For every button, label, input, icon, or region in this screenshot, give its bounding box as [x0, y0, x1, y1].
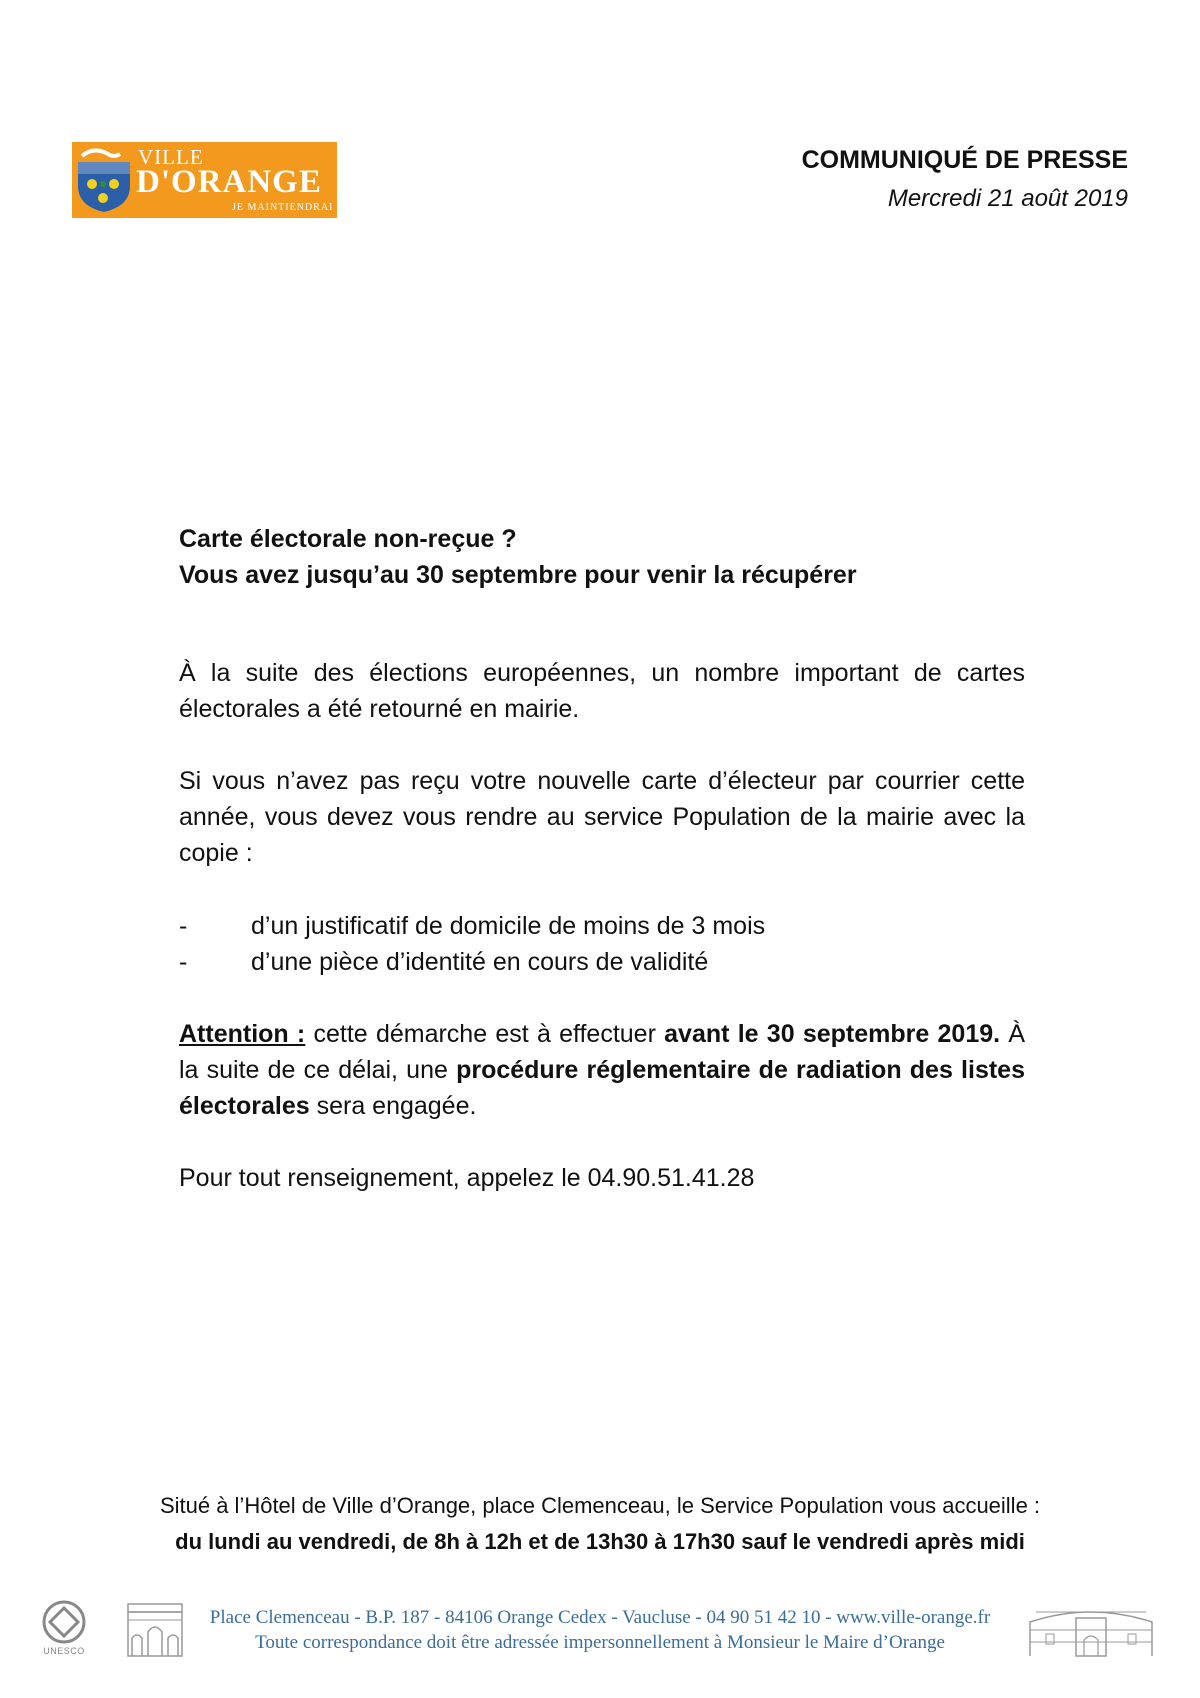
- document-date: Mercredi 21 août 2019: [887, 185, 1128, 212]
- required-documents-list: [179, 908, 1025, 980]
- document-header: [802, 146, 1128, 213]
- paragraph-contact: Pour tout renseignement, appelez le 04.90.51.41.28: [179, 1164, 755, 1192]
- logo-motto: JE MAINTIENDRAI: [232, 202, 334, 213]
- press-release-body: [179, 521, 1025, 1196]
- ville-dorange-logo: [72, 142, 337, 218]
- list-item-text: d’une pièce d’identité en cours de validité: [251, 948, 709, 976]
- hours-line-1: Situé à l’Hôtel de Ville d’Orange, place Clemenceau, le Service Population vous accueille :: [159, 1493, 1041, 1518]
- list-dash: -: [179, 912, 188, 940]
- list-dash: -: [179, 948, 188, 976]
- attention-deadline: avant le 30 septembre 2019.: [664, 1020, 1001, 1048]
- list-item: [179, 944, 1025, 980]
- hours-line-2: du lundi au vendredi, de 8h à 12h et de 13h30 à 17h30 sauf le vendredi après midi: [175, 1529, 1025, 1554]
- attention-label: Attention :: [179, 1020, 306, 1048]
- address-line-2: Toute correspondance doit être adressée impersonnellement à Monsieur le Maire d’Orange: [255, 1632, 945, 1653]
- address-line-1: Place Clemenceau - B.P. 187 - 84106 Orange Cedex - Vaucluse - 04 90 51 42 10 - www.ville-orange.fr: [209, 1607, 991, 1628]
- logo-city-name: D'ORANGE: [136, 164, 322, 200]
- attention-text-3: sera engagée.: [309, 1092, 477, 1120]
- paragraph-attention: [179, 1016, 1025, 1124]
- list-item-text: d’un justificatif de domicile de moins de 3 mois: [251, 912, 766, 940]
- paragraph-instructions: Si vous n’avez pas reçu votre nouvelle carte d’électeur par courrier cette année, vous devez vous rendre au service Population de la mairie avec la copie :: [179, 767, 1025, 867]
- title-line-1: Carte électorale non-reçue ?: [179, 525, 517, 553]
- coat-of-arms-icon: [74, 146, 134, 214]
- address-block: [0, 1605, 1200, 1655]
- paragraph-elections: À la suite des élections européennes, un nombre important de cartes électorales a été retourné en mairie.: [179, 659, 1025, 723]
- attention-text-1: cette démarche est à effectuer: [305, 1020, 665, 1048]
- document-type: COMMUNIQUÉ DE PRESSE: [801, 146, 1128, 174]
- antique-theatre-icon: [1024, 1596, 1158, 1658]
- unesco-label: UNESCO: [43, 1646, 85, 1656]
- list-item: [179, 908, 1025, 944]
- opening-hours: [0, 1488, 1200, 1560]
- title-line-2: Vous avez jusqu’au 30 septembre pour venir la récupérer: [179, 561, 857, 589]
- logo-ville-text: VILLE: [138, 145, 204, 169]
- attention-text-2: À la suite de ce délai, une: [179, 1020, 1026, 1084]
- attention-procedure: procédure réglementaire de radiation des listes électorales: [179, 1056, 1025, 1120]
